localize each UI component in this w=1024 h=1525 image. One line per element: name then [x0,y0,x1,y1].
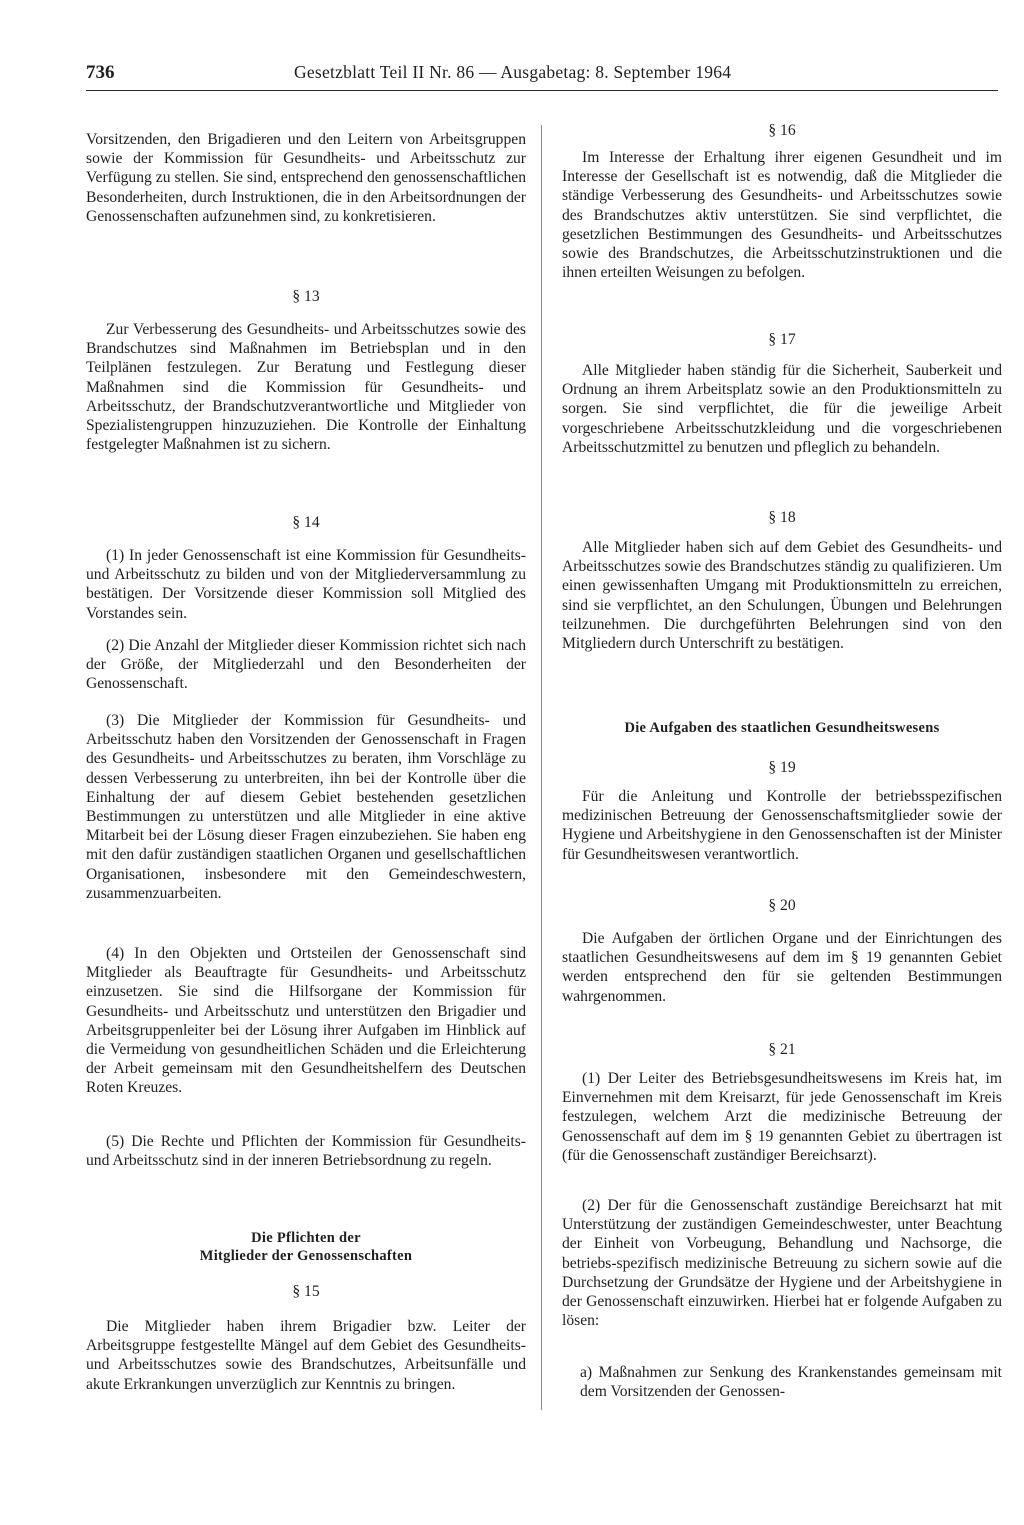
section-19-heading: § 19 [768,759,796,776]
page-header [86,62,998,94]
section-21-paragraph-1 [562,1069,1002,1165]
chapter-heading-line-1: Die Pflichten der [251,1230,361,1246]
section-16-heading: § 16 [768,122,796,139]
paragraph-text: Alle Mitglieder haben sich auf dem Gebiet des Gesundheits- und Arbeitsschutzes sowie des Brandschutzes ständig zu qualifizieren. Um einen gewissenhaften Umgang mit Produktionsmitteln zu erreichen, sind sie verpflichtet, an den Schulungen, Übungen und Belehrungen teilzunehmen. Die durchgeführten Belehrungen sind von den Mitgliedern durch Unterschrift zu bestätigen. [562,539,1002,653]
section-18-paragraph [562,538,1002,653]
section-15-paragraph [86,1317,526,1394]
paragraph-text: (5) Die Rechte und Pflichten der Kommission für Gesundheits- und Arbeitsschutz sind in der inneren Betriebsordnung zu regeln. [86,1133,526,1170]
header-rule [86,90,998,91]
paragraph-text: Alle Mitglieder haben ständig für die Sicherheit, Sauberkeit und Ordnung an ihrem Arbeitsplatz sowie an den Produktionsmitteln zu sorgen. Sie sind verpflichtet, die für die jeweilige Arbeit vorgeschriebene Arbeitsschutzkleidung und die vorgeschriebenen Arbeitsschutzmittel zu benutzen und pfleglich zu behandeln. [562,362,1002,456]
paragraph-text: (3) Die Mitglieder der Kommission für Gesundheits- und Arbeitsschutz haben den Vorsitzenden der Genossenschaft in Fragen des Gesundheits- und Arbeitsschutzes zu beraten, ihm Vorschläge zu dessen Verbesserung zu unterbreiten, ihn bei der Kontrolle über die Einhaltung der auf diesem Gebiet bestehenden gesetzlichen Bestimmungen zu unterstützen und alle Mitglieder in eine aktive Mitarbeit bei der Lösung dieser Fragen einzubeziehen. Sie haben eng mit den dafür zuständigen staatlichen Organen und gesellschaftlichen Organisationen, insbesondere mit den Gemeindeschwestern, zusammenzuarbeiten. [86,712,526,902]
section-14-paragraph-4 [86,944,526,1098]
section-20-heading: § 20 [768,897,796,914]
paragraph-text: (2) Der für die Genossenschaft zuständige Bereichsarzt hat mit Unterstützung der zuständigen Gemeindeschwester, unter Beachtung der Einheit von Vorbeugung, Behandlung und Nachsorge, die betriebs-spezifisch medizinische Betreuung zu sichern sowie auf die Durchsetzung der Grundsätze der Hygiene und der Arbeitshygiene in der Genossenschaft einzuwirken. Hierbei hat er folgende Aufgaben zu lösen: [562,1197,1002,1330]
section-16-paragraph [562,148,1002,282]
paragraph-text: Die Mitglieder haben ihrem Brigadier bzw. Leiter der Arbeitsgruppe festgestellte Mängel auf dem Gebiet des Gesundheits- und Arbeitsschutzes sowie des Brandschutzes, Arbeitsunfälle und akute Erkrankungen unverzüglich zur Kenntnis zu bringen. [86,1318,526,1393]
section-21-paragraph-2 [562,1196,1002,1330]
paragraph-text: Im Interesse der Erhaltung ihrer eigenen Gesundheit und im Interesse der Gesellschaft ist es notwendig, daß die Mitglieder die ständige Verbesserung des Gesundheits- und Arbeitsschutzes sowie des Brandschutzes aktiv unterstützen. Sie sind verpflichtet, die gesetzlichen Bestimmungen des Gesundheits- und Arbeitsschutzes sowie des Brandschutzes, die Arbeitsschutzinstruktionen und die ihnen erteilten Weisungen zu befolgen. [562,149,1002,282]
paragraph-text: Zur Verbesserung des Gesundheits- und Arbeitsschutzes sowie des Brandschutzes sind Maßnahmen im Betriebsplan und in den Teilplänen festzulegen. Zur Beratung und Festlegung dieser Maßnahmen sind die Kommission für Gesundheits- und Arbeitsschutz, der Brandschutzverantwortliche und Mitglieder von Spezialistengruppen hinzuzuziehen. Die Kontrolle der Einhaltung festgelegter Maßnahmen ist zu sichern. [86,321,526,454]
section-13-paragraph [86,320,526,454]
section-17-paragraph [562,361,1002,457]
chapter-heading-line-2: Mitglieder der Genossenschaften [199,1248,413,1264]
paragraph-text: Vorsitzenden, den Brigadieren und den Leitern von Arbeitsgruppen sowie der Kommission für Gesundheits- und Arbeitsschutz zur Verfügung zu stellen. Sie sind, entsprechend den genossenschaftlichen Besonderheiten, durch Instruktionen, die in den Arbeitsordnungen der Genossenschaften aufzunehmen sind, zu konkretisieren. [86,131,526,225]
column-divider [541,125,542,1410]
paragraph-text: (4) In den Objekten und Ortsteilen der Genossenschaft sind Mitglieder als Beauftragte für Gesundheits- und Arbeitsschutz einzusetzen. Sie sind die Hilfsorgane der Kommission für Gesundheits- und Arbeitsschutz und unterstützen den Brigadier und Arbeitsgruppenleiter bei der Lösung ihrer Aufgaben im Hinblick auf die Vermeidung von gesundheitlichen Schäden und die Erleichterung der Arbeit gemeinsam mit den Gesundheitshelfern des Deutschen Roten Kreuzes. [86,945,526,1097]
chapter-heading: Die Aufgaben des staatlichen Gesundheitswesens [624,720,940,736]
section-17-heading: § 17 [768,331,796,348]
page-number: 736 [86,62,115,83]
paragraph-text: (2) Die Anzahl der Mitglieder dieser Kommission richtet sich nach der Größe, der Mitgliederzahl und den Besonderheiten der Genossenschaft. [86,637,526,693]
section-20-paragraph [562,929,1002,1006]
section-15-heading: § 15 [292,1283,320,1300]
section-21-heading: § 21 [768,1041,796,1058]
section-19-paragraph [562,787,1002,864]
list-item: a) Maßnahmen zur Senkung des Krankenstandes gemeinsam mit dem Vorsitzenden der Genossen- [580,1364,1002,1401]
running-title: Gesetzblatt Teil II Nr. 86 — Ausgabetag: 8. September 1964 [294,62,732,82]
paragraph-text: Für die Anleitung und Kontrolle der betriebsspezifischen medizinischen Betreuung der Genossenschaftsmitglieder sowie der Hygiene und Arbeitshygiene in den Genossenschaften ist der Minister für Gesundheitswesen verantwortlich. [562,788,1002,863]
section-14-paragraph-1 [86,546,526,623]
section-21-item-a [562,1363,1002,1401]
paragraph-text: Die Aufgaben der örtlichen Organe und der Einrichtungen des staatlichen Gesundheitswesens auf dem im § 19 genannten Gebiet werden entsprechend den für sie geltenden Bestimmungen wahrgenommen. [562,930,1002,1005]
section-14-paragraph-3 [86,711,526,903]
section-18-heading: § 18 [768,509,796,526]
paragraph-text: (1) Der Leiter des Betriebsgesundheitswesens im Kreis hat, im Einvernehmen mit dem Kreisarzt, für jede Genossenschaft im Kreis festzulegen, welchem Arzt die medizinische Betreuung der Genossenschaft auf dem im § 19 genannten Gebiet zu übertragen ist (für die Genossenschaft zuständiger Bereichsarzt). [562,1070,1002,1164]
section-14-paragraph-5 [86,1132,526,1170]
section-14-heading: § 14 [292,514,320,531]
paragraph-text: (1) In jeder Genossenschaft ist eine Kommission für Gesundheits- und Arbeitsschutz zu bilden und von der Mitgliederversammlung zu bestätigen. Der Vorsitzende dieser Kommission soll Mitglied des Vorstandes sein. [86,547,526,622]
paragraph-continuation [86,130,526,226]
section-13-heading: § 13 [292,288,320,305]
section-14-paragraph-2 [86,636,526,694]
